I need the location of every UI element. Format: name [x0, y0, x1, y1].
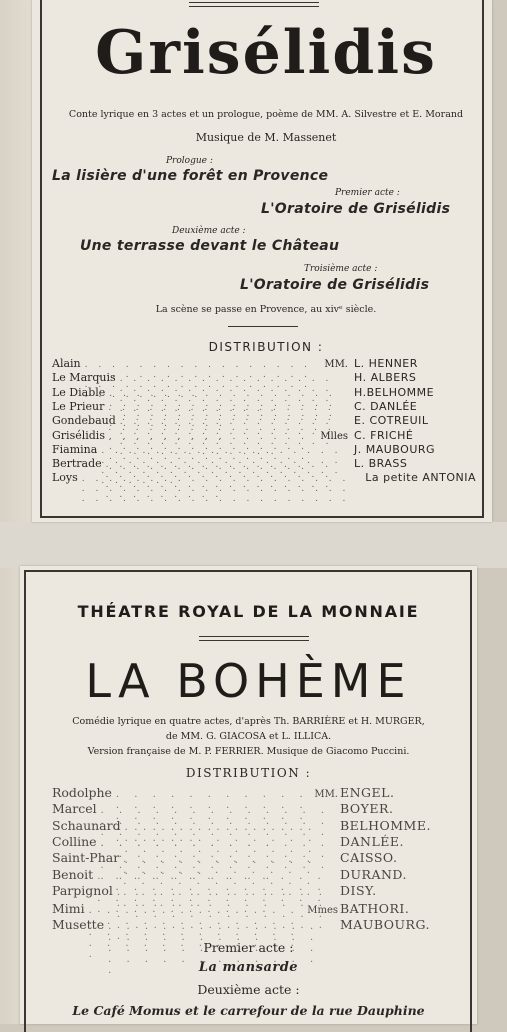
- cast-role: Mimi: [52, 901, 85, 916]
- cast-singer: CAISSO.: [340, 850, 398, 865]
- cast-row: [52, 785, 440, 801]
- cast-role: Rodolphe: [52, 785, 112, 800]
- cast-singer: DISY.: [340, 883, 377, 898]
- cast-row: [52, 850, 440, 866]
- boheme-credit-line-2: de MM. G. GIACOSA et L. ILLICA.: [165, 731, 332, 742]
- cast-role: Colline: [52, 834, 97, 849]
- scene-premier: L'Oratoire de Grisélidis: [261, 201, 451, 217]
- cast-singer: BOYER.: [340, 801, 394, 816]
- griselidis-title: Grisélidis: [95, 18, 437, 88]
- cast-row: [52, 457, 476, 471]
- cast-prefix: Mlles: [320, 431, 348, 442]
- cast-role: Benoit: [52, 867, 94, 882]
- cast-role: Saint-Phar: [52, 850, 120, 865]
- cast-prefix: MM.: [314, 789, 338, 800]
- leader-dots: [82, 474, 356, 504]
- cast-singer: H. ALBERS: [354, 371, 417, 384]
- cast-row: [52, 883, 440, 899]
- cast-role: Marcel: [52, 801, 97, 816]
- griselidis-music-line: Musique de M. Massenet: [195, 131, 337, 144]
- cast-row: [52, 429, 476, 443]
- cast-singer: J. MAUBOURG: [354, 443, 436, 456]
- cast-row: [52, 371, 476, 385]
- boheme-credit-line-3: Version française de M. P. FERRIER. Musique de Giacomo Puccini.: [87, 746, 410, 757]
- cast-role: Grisélidis: [52, 429, 105, 442]
- cast-singer: C. FRICHÉ: [354, 429, 414, 442]
- cast-role: Parpignol: [52, 883, 113, 898]
- boheme-distribution-heading: DISTRIBUTION :: [185, 766, 312, 780]
- cast-role: Loys: [52, 471, 78, 484]
- cast-singer: L. HENNER: [354, 357, 418, 370]
- griselidis-credit-line: Conte lyrique en 3 actes et un prologue, poème de MM. A. Silvestre et E. Morand: [68, 109, 464, 120]
- act-label-deuxieme: Deuxième acte :: [172, 226, 246, 236]
- cast-singer: BATHORI.: [340, 901, 410, 916]
- cast-role: Bertrade: [52, 457, 102, 470]
- boheme-title: LA BOHÈME: [85, 654, 412, 708]
- boheme-credit-line-1: Comédie lyrique en quatre actes, d'après Th. BARRIÈRE et H. MURGER,: [72, 716, 425, 727]
- act-label-prologue: Prologue :: [166, 156, 213, 166]
- cast-role: Alain: [52, 357, 81, 370]
- scene-troisieme: L'Oratoire de Grisélidis: [240, 277, 430, 293]
- cast-row: [52, 867, 440, 883]
- act-label-troisieme: Troisième acte :: [304, 264, 378, 274]
- cast-role: Gondebaud: [52, 414, 116, 427]
- boheme-act-label-deuxieme: Deuxième acte :: [197, 982, 300, 997]
- cast-row: [52, 400, 476, 414]
- cast-singer: DURAND.: [340, 867, 407, 882]
- cast-singer: H.BELHOMME: [354, 386, 435, 399]
- boheme-act-label-premier: Premier acte :: [203, 940, 294, 955]
- cast-row: [52, 818, 440, 834]
- scene-prologue: La lisière d'une forêt en Provence: [52, 168, 329, 184]
- cast-singer: BELHOMME.: [340, 818, 431, 833]
- cast-prefix: Mmes: [307, 905, 338, 916]
- background-gap: [0, 522, 507, 568]
- cast-row: [52, 386, 476, 400]
- boheme-ornament: [199, 636, 309, 641]
- cast-singer: C. DANLÉE: [354, 400, 418, 413]
- cast-prefix: MM.: [324, 359, 348, 370]
- cast-singer: MAUBOURG.: [340, 917, 430, 932]
- boheme-theatre-name: THÉATRE ROYAL DE LA MONNAIE: [77, 602, 420, 621]
- cast-role: Schaunard: [52, 818, 121, 833]
- griselidis-distribution-heading: DISTRIBUTION :: [208, 340, 324, 354]
- cast-row: [52, 414, 476, 428]
- griselidis-setting: La scène se passe en Provence, au xivᵉ siècle.: [155, 304, 377, 315]
- cast-row: [52, 901, 440, 917]
- cast-role: Le Diable: [52, 386, 106, 399]
- cast-singer: ENGEL.: [340, 785, 395, 800]
- cast-singer: DANLÉE.: [340, 834, 405, 849]
- cast-role: Musette: [52, 917, 105, 932]
- cast-row: [52, 471, 476, 485]
- cast-singer: L. BRASS: [354, 457, 408, 470]
- cast-singer: E. COTREUIL: [354, 414, 429, 427]
- cast-role: Le Prieur: [52, 400, 105, 413]
- scene-deuxieme: Une terrasse devant le Château: [80, 238, 340, 254]
- boheme-scene-premier: La mansarde: [198, 960, 299, 975]
- cast-row: [52, 443, 476, 457]
- cast-row: [52, 917, 440, 933]
- griselidis-divider: [228, 326, 298, 327]
- cast-singer: La petite ANTONIA: [365, 471, 476, 484]
- act-label-premier: Premier acte :: [335, 188, 400, 198]
- boheme-scene-deuxieme: Le Café Momus et le carrefour de la rue Dauphine: [72, 1003, 425, 1018]
- cast-row: [52, 834, 440, 850]
- griselidis-top-ornament: [189, 2, 319, 7]
- cast-role: Le Marquis: [52, 371, 116, 384]
- cast-role: Fiamina: [52, 443, 98, 456]
- cast-row: [52, 357, 476, 371]
- cast-row: [52, 801, 440, 817]
